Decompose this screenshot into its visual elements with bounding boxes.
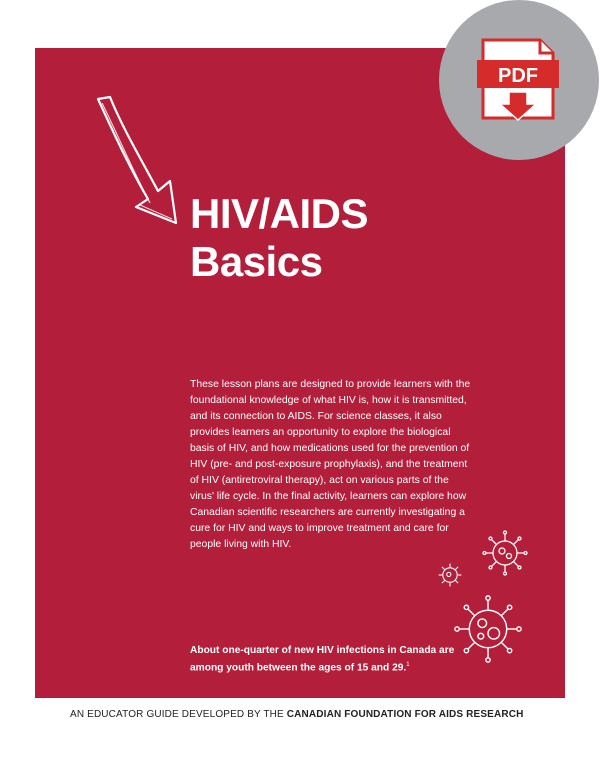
cover-description: These lesson plans are designed to provide learners with the foundational knowledge of what HIV is, how it is transmitted, and its connection to AIDS. For science classes, it also provides learners an opportunity to explore the biological basis of HIV, and how medications used for the prevention of HIV (pre- and post-exposure prophylaxis), and the treatment of HIV (antiretroviral therapy), act on various parts of the virus' life cycle. In the final activity, learners can explore how Canadian scientific researchers are currently investigating a cure for HIV and ways to improve treatment and care for people living with HIV.	[190, 379, 471, 550]
pdf-file-icon	[477, 40, 559, 120]
virus-medium-icon	[480, 528, 530, 578]
pdf-badge-graphic	[437, 0, 600, 160]
virus-small-icon	[435, 560, 465, 590]
youth-statistic-callout	[190, 643, 460, 675]
callout-text: About one-quarter of new HIV infections in Canada are among youth between the ages of 15 and 29.	[190, 645, 455, 674]
pdf-download-button[interactable]	[437, 0, 600, 160]
footer-org: CANADIAN FOUNDATION FOR AIDS RESEARCH	[286, 709, 524, 720]
page-title	[190, 190, 368, 287]
virus-large-icon	[452, 593, 524, 665]
footer-credit	[70, 709, 523, 720]
pdf-label: PDF	[498, 65, 538, 87]
callout-footnote: 1	[406, 662, 410, 668]
hand-drawn-arrow-icon	[90, 95, 185, 235]
title-line-1: HIV/AIDS	[190, 190, 369, 237]
footer-prefix: AN EDUCATOR GUIDE DEVELOPED BY THE	[70, 709, 284, 720]
title-line-2: Basics	[190, 238, 323, 286]
